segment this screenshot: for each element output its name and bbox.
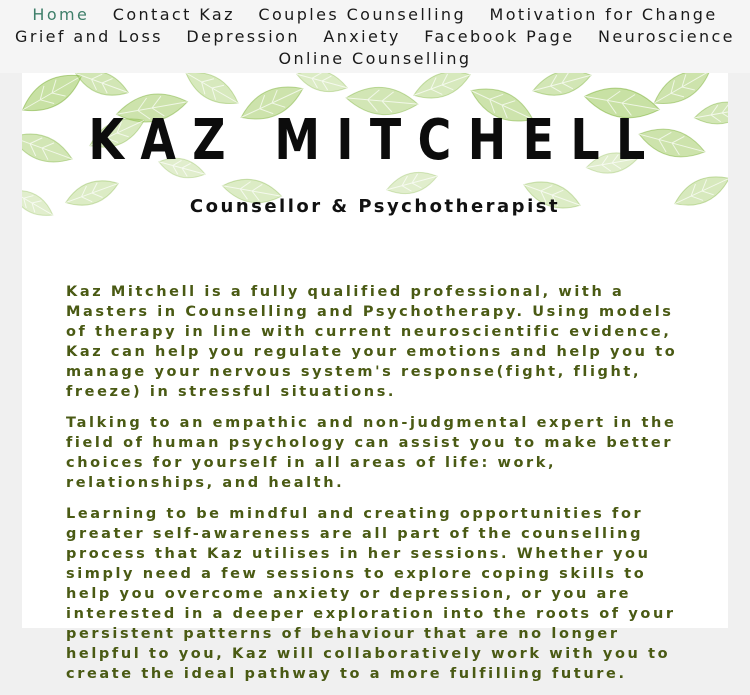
nav-grief-and-loss[interactable]: Grief and Loss: [15, 27, 163, 46]
process-paragraph: Learning to be mindful and creating opportunities for greater self-awareness are all part of the counselling process that Kaz utilises in her sessions. Whether you simply need a few sessions to explore coping skills to help you overcome anxiety or depression, or you are interested in a deeper exploration into the roots of your persistent patterns of behaviour that are no longer helpful to you, Kaz will collaboratively work with you to create the ideal pathway to a more fulfilling future.: [66, 506, 676, 682]
main-navigation: [0, 0, 750, 73]
intro-paragraph: Kaz Mitchell is a fully qualified professional, with a Masters in Counselling and Psychotherapy. Using models of therapy in line with current neuroscientific evidence, Kaz can help you regulate your emotions and help you to manage your nervous system's response(fight, flight, freeze) in stressful situations.: [66, 284, 678, 400]
leaf-shape: [530, 73, 594, 102]
site-subtitle: Counsellor & Psychotherapist: [189, 196, 561, 217]
leaf-shape: [22, 126, 76, 170]
nav-home[interactable]: Home: [32, 5, 90, 24]
nav-contact-kaz[interactable]: Contact Kaz: [112, 5, 235, 24]
leaf-shape: [22, 73, 88, 121]
leaf-shape: [410, 73, 474, 106]
nav-online-counselling[interactable]: Online Counselling: [278, 49, 472, 68]
nav-depression[interactable]: Depression: [186, 27, 300, 46]
nav-couples-counselling[interactable]: Couples Counselling: [258, 5, 467, 24]
nav-motivation-for-change[interactable]: Motivation for Change: [489, 5, 718, 24]
leaf-shape: [294, 73, 349, 97]
leaf-shape: [693, 98, 728, 128]
leaf-shape: [180, 73, 243, 113]
main-content: [66, 282, 691, 695]
nav-anxiety[interactable]: Anxiety: [323, 27, 401, 46]
leaf-shape: [72, 73, 132, 102]
benefits-paragraph: Talking to an empathic and non-judgmental expert in the field of human psychology can assist you to make better choices for yourself in all areas of life: work, relationships, and health.: [66, 415, 677, 491]
nav-neuroscience[interactable]: Neuroscience: [597, 27, 735, 46]
nav-facebook-page[interactable]: Facebook Page: [424, 27, 575, 46]
site-title: KAZ MITCHELL: [88, 108, 662, 173]
